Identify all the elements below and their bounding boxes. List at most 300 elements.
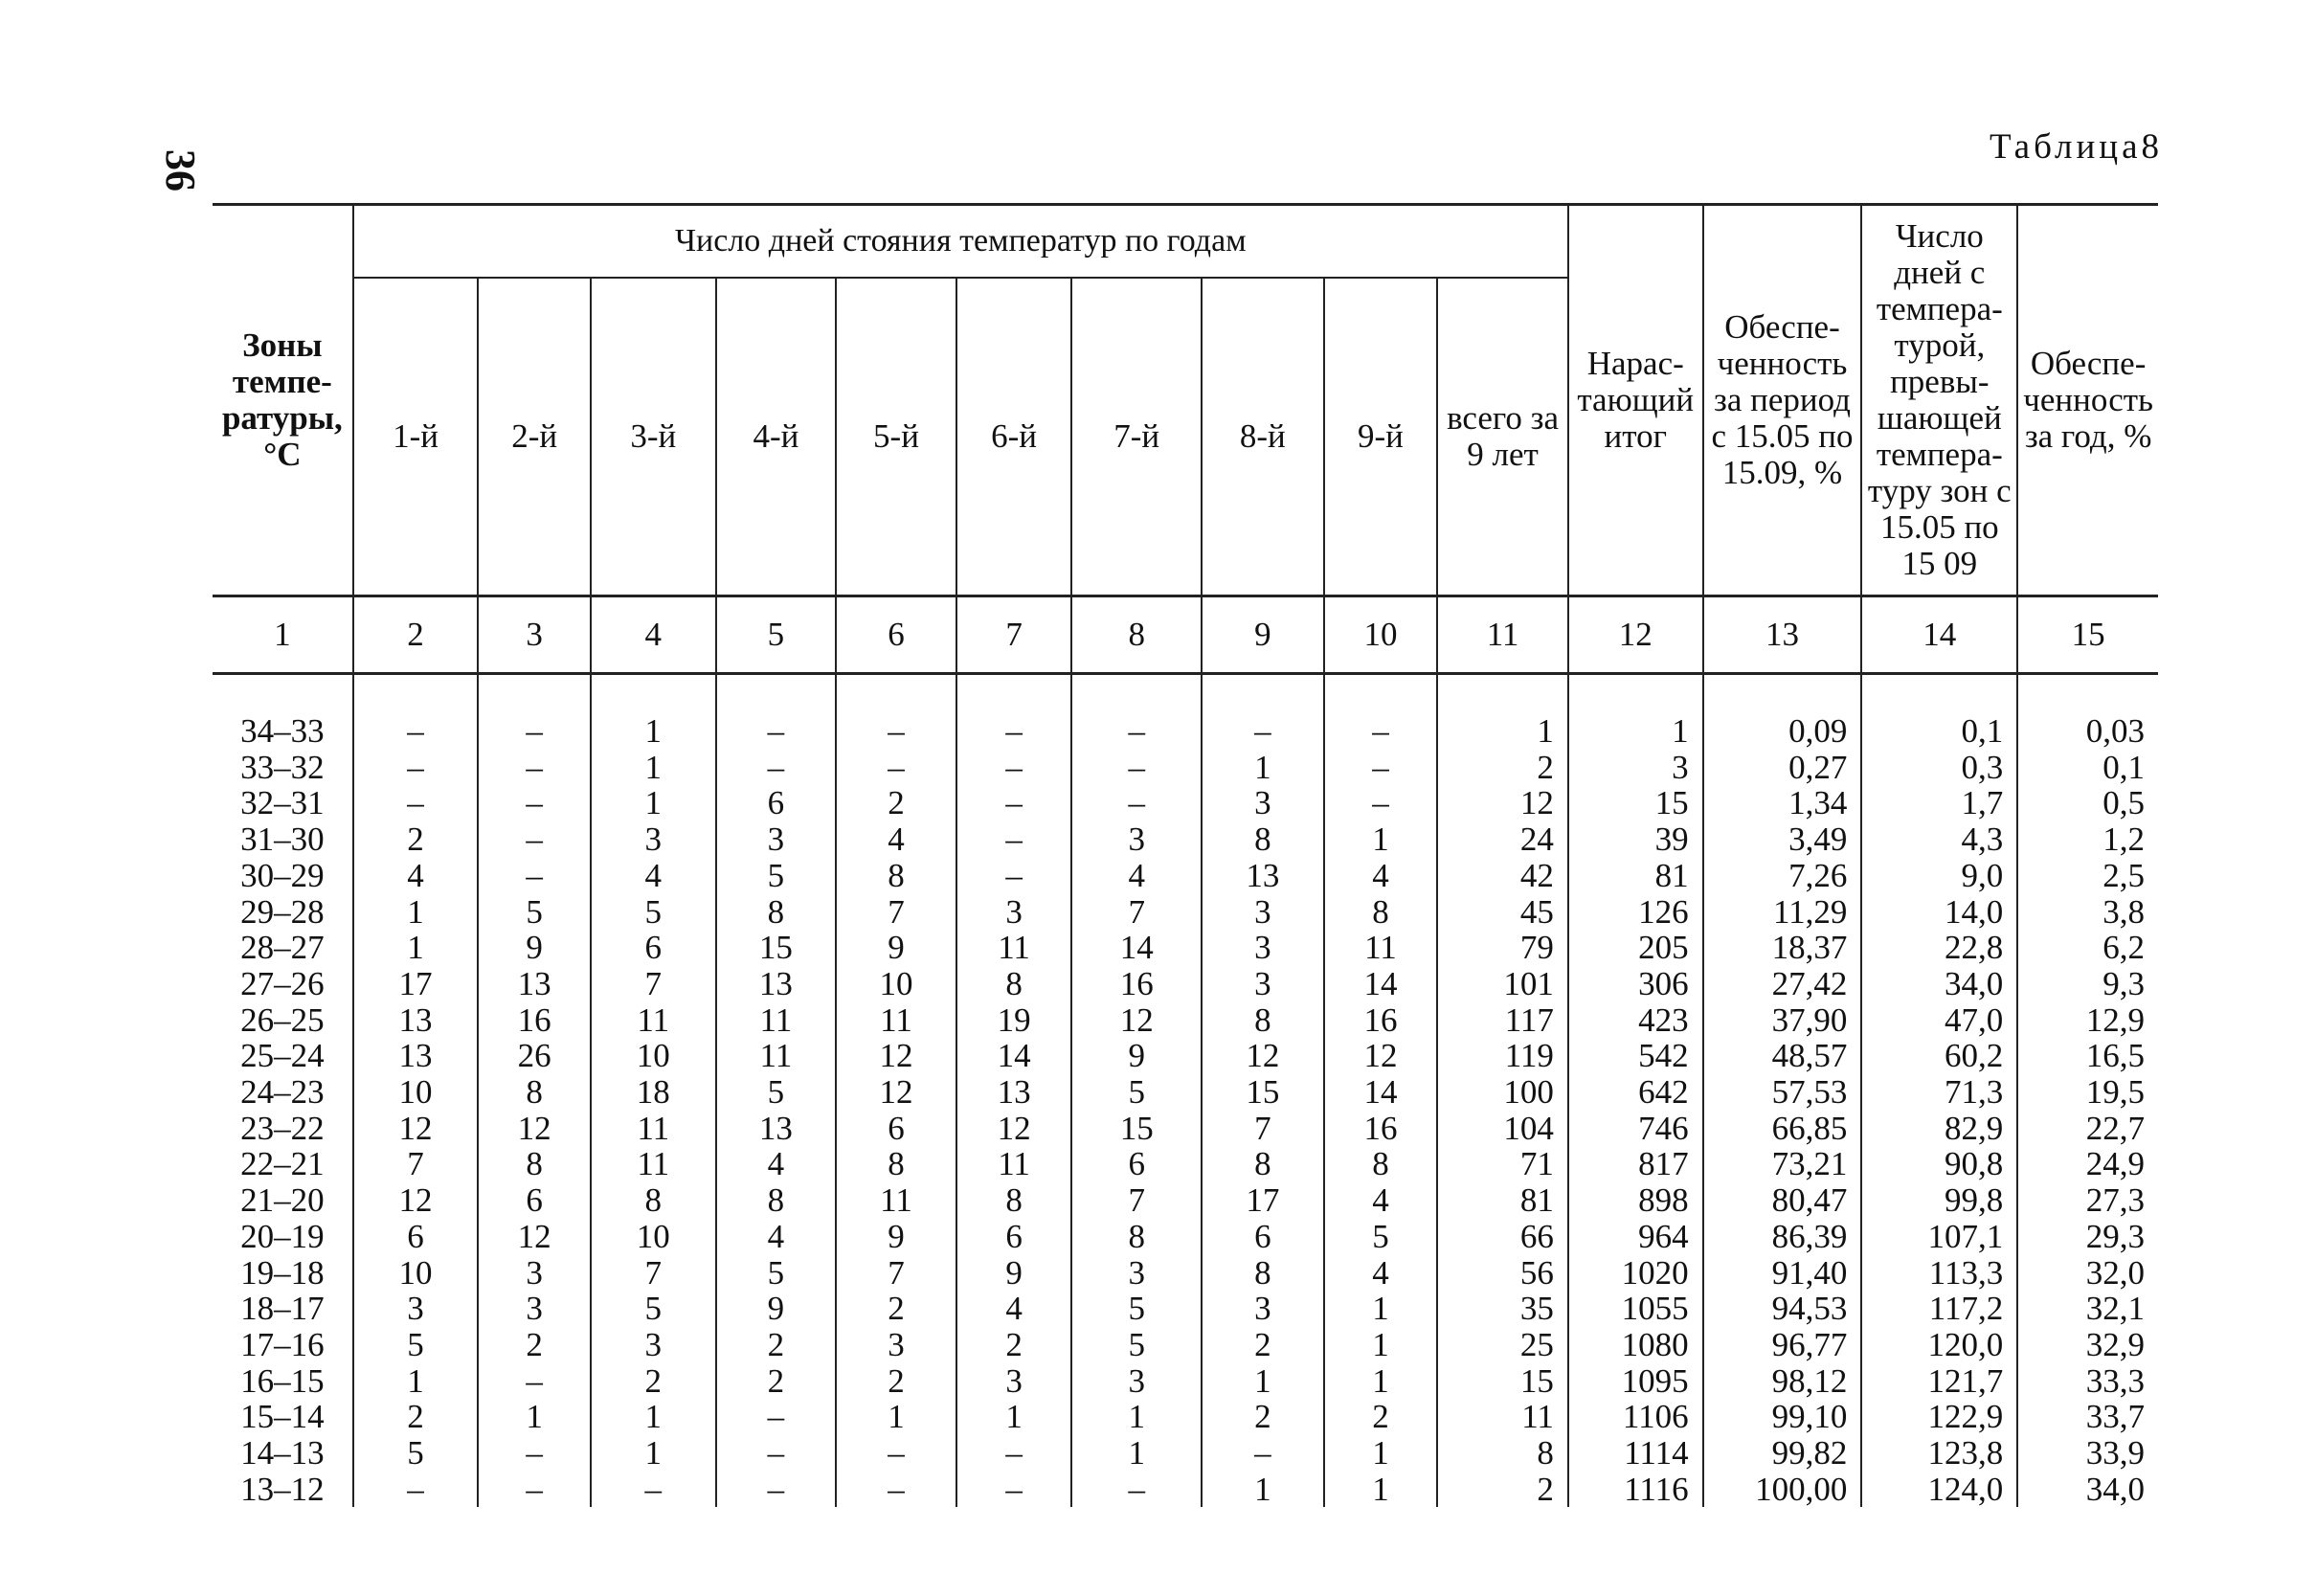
table-cell: 19,5 [2017,1074,2158,1111]
column-number: 13 [1703,596,1862,674]
table-cell: – [353,713,479,750]
table-cell: 7,26 [1703,858,1862,894]
table-cell: – [1071,785,1202,821]
table-cell: 24 [1437,821,1568,858]
table-cell: 7 [591,966,716,1002]
spacer-cell [1202,674,1324,714]
table-cell: 11 [1324,930,1438,966]
table-cell: 1 [353,894,479,931]
table-cell: 10 [353,1255,479,1292]
table-cell: 13 [716,966,837,1002]
table-cell: 8 [836,858,956,894]
table-cell: 7 [353,1146,479,1182]
header-year: 1-й [353,278,479,596]
table-cell: – [1202,713,1324,750]
table-cell: – [716,1399,837,1435]
zone-cell: 24–23 [240,1073,325,1112]
header-group-title: Число дней стояния температур по годам [353,205,1568,279]
table-cell: 12 [1437,785,1568,821]
table-cell: – [956,1472,1072,1508]
table-cell: 48,57 [1703,1038,1862,1074]
table-cell: 2 [353,1399,479,1435]
table-cell: 86,39 [1703,1219,1862,1255]
table-cell: 6 [716,785,837,821]
table-cell: 7 [591,1255,716,1292]
table-cell: 1,2 [2017,821,2158,858]
table-cell: 13 [353,1002,479,1039]
table-cell: 6 [1202,1219,1324,1255]
table-cell: 4 [591,858,716,894]
table-cell: 11 [956,1146,1072,1182]
table-cell: 107,1 [1861,1219,2017,1255]
table-cell: 8 [956,1182,1072,1219]
zone-cell: 27–26 [240,964,325,1002]
table-row [213,785,2158,821]
table-cell: 15 [1071,1111,1202,1147]
table-cell: 100,00 [1703,1472,1862,1508]
table-cell: 18 [591,1074,716,1111]
table-cell: 32,1 [2017,1291,2158,1327]
table-cell: 47,0 [1861,1002,2017,1039]
spacer-cell [1437,674,1568,714]
table-cell: 22,8 [1861,930,2017,966]
table-cell: 99,82 [1703,1435,1862,1472]
table-row [213,1111,2158,1147]
zone-cell: 31–30 [240,820,325,859]
table-cell: 80,47 [1703,1182,1862,1219]
table-cell: 11 [591,1002,716,1039]
table-cell: 1 [1202,1472,1324,1508]
zone-cell: 21–20 [240,1181,325,1220]
table-cell: 9 [716,1291,837,1327]
table-cell: 11 [836,1182,956,1219]
table-cell: 11 [716,1002,837,1039]
table-cell: 9,3 [2017,966,2158,1002]
table-cell: 15 [1437,1363,1568,1400]
table-cell: 2 [716,1363,837,1400]
table-cell: 5 [716,1074,837,1111]
column-number: 3 [478,596,591,674]
table-row [213,1219,2158,1255]
spacer-cell [956,674,1072,714]
table-cell: – [836,1472,956,1508]
table-cell: – [836,750,956,786]
table-cell: – [1071,750,1202,786]
table-cell: – [478,1363,591,1400]
table-label: Таблица8 [1990,127,2163,167]
table-cell: 4 [716,1219,837,1255]
table-cell: 1,34 [1703,785,1862,821]
table-cell: 7 [1071,1182,1202,1219]
table-cell: 12 [1071,1002,1202,1039]
table-cell: 37,90 [1703,1002,1862,1039]
table-cell: 10 [353,1074,479,1111]
table-cell: – [716,713,837,750]
table-cell: 1 [478,1399,591,1435]
table-cell: 1 [1324,821,1438,858]
table-cell: 2 [836,1291,956,1327]
table-cell: 12 [478,1219,591,1255]
table-cell: 8 [1202,821,1324,858]
table-row [213,821,2158,858]
table-cell: 9,0 [1861,858,2017,894]
table-cell: 15 [1202,1074,1324,1111]
table-cell: 11 [956,930,1072,966]
header-year: 6-й [956,278,1072,596]
table-row [213,1002,2158,1039]
table-cell: 15 [716,930,837,966]
table-cell: 1080 [1568,1327,1703,1363]
table-cell: 33,9 [2017,1435,2158,1472]
table-cell: 11 [591,1146,716,1182]
table-cell: – [353,785,479,821]
table-cell: 16 [1071,966,1202,1002]
table-cell: 14 [1324,1074,1438,1111]
table-row [213,1182,2158,1219]
table-cell: – [716,1435,837,1472]
table-cell: – [353,750,479,786]
table-row [213,1472,2158,1508]
table-cell: 4 [1324,858,1438,894]
table-cell: 1 [353,930,479,966]
table-cell: 13 [353,1038,479,1074]
table-cell: 1 [1437,713,1568,750]
table-cell: 2 [716,1327,837,1363]
table-cell: 542 [1568,1038,1703,1074]
header-cumulative: Нарас-тающий итог [1568,205,1703,596]
table-cell: 17 [1202,1182,1324,1219]
table-cell: 12 [1202,1038,1324,1074]
table-cell: 8 [836,1146,956,1182]
table-cell: 32,0 [2017,1255,2158,1292]
table-cell: 3 [478,1291,591,1327]
table-cell: 4 [1324,1182,1438,1219]
table-cell: 9 [956,1255,1072,1292]
table-cell: 13 [956,1074,1072,1111]
table-cell: 0,1 [1861,713,2017,750]
table-cell: 1116 [1568,1472,1703,1508]
table-cell: 8 [1324,1146,1438,1182]
table-cell: 3 [836,1327,956,1363]
table-cell: 1 [836,1399,956,1435]
table-cell: 1 [1324,1291,1438,1327]
zone-cell: 25–24 [240,1037,325,1075]
header-year: 2-й [478,278,591,596]
table-cell: 8 [1202,1255,1324,1292]
table-cell: 18,37 [1703,930,1862,966]
table-cell: – [1202,1435,1324,1472]
header-zone: Зоны темпе-ратуры, °С [213,205,353,596]
column-number: 9 [1202,596,1324,674]
table-cell: 1 [1202,750,1324,786]
table-row [213,713,2158,750]
table-cell: 1 [591,785,716,821]
table-row [213,1146,2158,1182]
table-cell: 4 [1324,1255,1438,1292]
table-cell: 8 [1437,1435,1568,1472]
table-row [213,966,2158,1002]
table-cell: 5 [1071,1074,1202,1111]
table-cell: 9 [836,1219,956,1255]
table-cell: 3 [353,1291,479,1327]
table-cell: 12 [353,1182,479,1219]
table-cell: 8 [716,894,837,931]
table-cell: 71 [1437,1146,1568,1182]
zone-cell: 19–18 [240,1253,325,1292]
table-cell: 124,0 [1861,1472,2017,1508]
table-cell: 5 [591,1291,716,1327]
table-cell: 12 [836,1074,956,1111]
temperature-table [213,203,2158,1507]
table-cell: 121,7 [1861,1363,2017,1400]
zone-cell: 34–33 [240,712,325,750]
column-number: 4 [591,596,716,674]
table-cell: 6,2 [2017,930,2158,966]
table-cell: 3 [956,1363,1072,1400]
spacer-cell [1568,674,1703,714]
header-year: 7-й [1071,278,1202,596]
table-cell: – [956,713,1072,750]
table-cell: 5 [591,894,716,931]
table-cell: 0,27 [1703,750,1862,786]
table-cell: 2 [956,1327,1072,1363]
table-cell: 8 [1202,1002,1324,1039]
zone-cell: 28–27 [240,929,325,967]
spacer-cell [716,674,837,714]
table-cell: 6 [956,1219,1072,1255]
table-cell: 898 [1568,1182,1703,1219]
table-cell: 1 [353,1363,479,1400]
table-cell: 3 [956,894,1072,931]
spacer-cell [213,674,353,714]
table-row [213,930,2158,966]
table-cell: 3 [1568,750,1703,786]
table-cell: 1,7 [1861,785,2017,821]
header-days-above: Число дней с темпера-турой, превы-шающей темпера-туру зон с 15.05 по 15 09 [1861,205,2017,596]
column-number: 8 [1071,596,1202,674]
table-cell: 2 [1202,1399,1324,1435]
table-cell: 8 [478,1074,591,1111]
table-cell: 33,3 [2017,1363,2158,1400]
table-cell: 1 [1071,1399,1202,1435]
column-number: 11 [1437,596,1568,674]
table-cell: 9 [1071,1038,1202,1074]
table-cell: – [478,785,591,821]
table-cell: 104 [1437,1111,1568,1147]
table-cell: 12 [478,1111,591,1147]
table-cell: – [956,858,1072,894]
table-cell: 11 [1437,1399,1568,1435]
column-number: 1 [213,596,353,674]
table-cell: 7 [836,1255,956,1292]
table-cell: 5 [716,858,837,894]
spacer-cell [591,674,716,714]
table-cell: 27,3 [2017,1182,2158,1219]
header-total: всего за 9 лет [1437,278,1568,596]
table-cell: 11,29 [1703,894,1862,931]
table-cell: 5 [1071,1291,1202,1327]
table-row [213,1291,2158,1327]
table-cell: 964 [1568,1219,1703,1255]
column-number: 5 [716,596,837,674]
table-cell: 10 [836,966,956,1002]
table-cell: 3 [716,821,837,858]
table-row [213,894,2158,931]
table-row [213,1363,2158,1400]
table-cell: 27,42 [1703,966,1862,1002]
zone-cell: 23–22 [240,1109,325,1147]
table-cell: 29,3 [2017,1219,2158,1255]
table-cell: 81 [1568,858,1703,894]
table-cell: 11 [591,1111,716,1147]
table-cell: 8 [1324,894,1438,931]
table-cell: 1 [1202,1363,1324,1400]
table-cell: – [1324,785,1438,821]
table-cell: 82,9 [1861,1111,2017,1147]
header-year: 8-й [1202,278,1324,596]
table-cell: 6 [1071,1146,1202,1182]
table-row [213,1327,2158,1363]
table-cell: – [956,821,1072,858]
table-cell: 120,0 [1861,1327,2017,1363]
table-cell: 1106 [1568,1399,1703,1435]
zone-cell: 14–13 [240,1434,325,1472]
table-cell: – [478,713,591,750]
table-cell: 306 [1568,966,1703,1002]
table-cell: 0,5 [2017,785,2158,821]
table-cell: – [478,1435,591,1472]
table-cell: 1 [1324,1435,1438,1472]
table-cell: 3 [1202,930,1324,966]
table-cell: 117 [1437,1002,1568,1039]
table-cell: 2 [353,821,479,858]
zone-cell: 33–32 [240,748,325,786]
table-cell: 99,8 [1861,1182,2017,1219]
table-cell: 34,0 [2017,1472,2158,1508]
table-cell: 126 [1568,894,1703,931]
table-cell: 39 [1568,821,1703,858]
table-cell: 642 [1568,1074,1703,1111]
table-row [213,1435,2158,1472]
table-cell: 1 [1071,1435,1202,1472]
table-cell: 79 [1437,930,1568,966]
table-cell: 98,12 [1703,1363,1862,1400]
table-cell: 123,8 [1861,1435,2017,1472]
column-number: 2 [353,596,479,674]
spacer-cell [1324,674,1438,714]
table-cell: 4 [716,1146,837,1182]
table-cell: 8 [716,1182,837,1219]
table-cell: 57,53 [1703,1074,1862,1111]
table-cell: 5 [478,894,591,931]
table-cell: 1 [591,1399,716,1435]
table-cell: 17 [353,966,479,1002]
table-cell: 16 [1324,1111,1438,1147]
table-cell: 1095 [1568,1363,1703,1400]
table-cell: – [1071,1472,1202,1508]
column-number: 10 [1324,596,1438,674]
table-cell: 66 [1437,1219,1568,1255]
zone-cell: 20–19 [240,1217,325,1255]
table-cell: 2 [836,1363,956,1400]
table-cell: 0,03 [2017,713,2158,750]
table-cell: 16 [478,1002,591,1039]
table-cell: 12 [353,1111,479,1147]
table-row [213,1074,2158,1111]
spacer-cell [478,674,591,714]
table-cell: 3 [478,1255,591,1292]
column-number: 12 [1568,596,1703,674]
table-cell: 2 [836,785,956,821]
table-cell: 60,2 [1861,1038,2017,1074]
table-cell: 25 [1437,1327,1568,1363]
table-cell: 2 [1437,750,1568,786]
table-cell: 423 [1568,1002,1703,1039]
table-cell: 746 [1568,1111,1703,1147]
table-cell: 7 [1202,1111,1324,1147]
zone-cell: 17–16 [240,1325,325,1363]
table-cell: 3 [1071,1363,1202,1400]
table-cell: 11 [716,1038,837,1074]
table-cell: 16,5 [2017,1038,2158,1074]
table-cell: 4 [956,1291,1072,1327]
zone-cell: 15–14 [240,1398,325,1436]
table-cell: 99,10 [1703,1399,1862,1435]
table-cell: 117,2 [1861,1291,2017,1327]
table-cell: 22,7 [2017,1111,2158,1147]
table-cell: 8 [478,1146,591,1182]
table-cell: 7 [836,894,956,931]
zone-cell: 22–21 [240,1145,325,1183]
table-cell: 19 [956,1002,1072,1039]
table-cell: 7 [1071,894,1202,931]
table-cell: 8 [1071,1219,1202,1255]
table-cell: 8 [956,966,1072,1002]
table-cell: 14 [956,1038,1072,1074]
spacer-cell [353,674,479,714]
table-cell: 15 [1568,785,1703,821]
page-number: 36 [157,149,204,191]
table-cell: – [836,713,956,750]
table-cell: 1 [1324,1363,1438,1400]
table-cell: 26 [478,1038,591,1074]
table-cell: 6 [591,930,716,966]
column-number: 7 [956,596,1072,674]
table-cell: 1 [591,1435,716,1472]
table-row [213,1399,2158,1435]
table-cell: 12,9 [2017,1002,2158,1039]
table-row [213,1038,2158,1074]
table-cell: 0,3 [1861,750,2017,786]
table-cell: 2,5 [2017,858,2158,894]
table-cell: 12 [836,1038,956,1074]
header-year: 9-й [1324,278,1438,596]
table-cell: 9 [478,930,591,966]
table-cell: 1055 [1568,1291,1703,1327]
column-number: 6 [836,596,956,674]
header-year: 3-й [591,278,716,596]
table-cell: 91,40 [1703,1255,1862,1292]
table-cell: 6 [478,1182,591,1219]
table-cell: 1 [591,713,716,750]
table-cell: 13 [716,1111,837,1147]
table-cell: – [478,750,591,786]
table-cell: 94,53 [1703,1291,1862,1327]
table-cell: 5 [353,1435,479,1472]
spacer-cell [1071,674,1202,714]
zone-cell: 29–28 [240,892,325,931]
zone-cell: 26–25 [240,1000,325,1039]
